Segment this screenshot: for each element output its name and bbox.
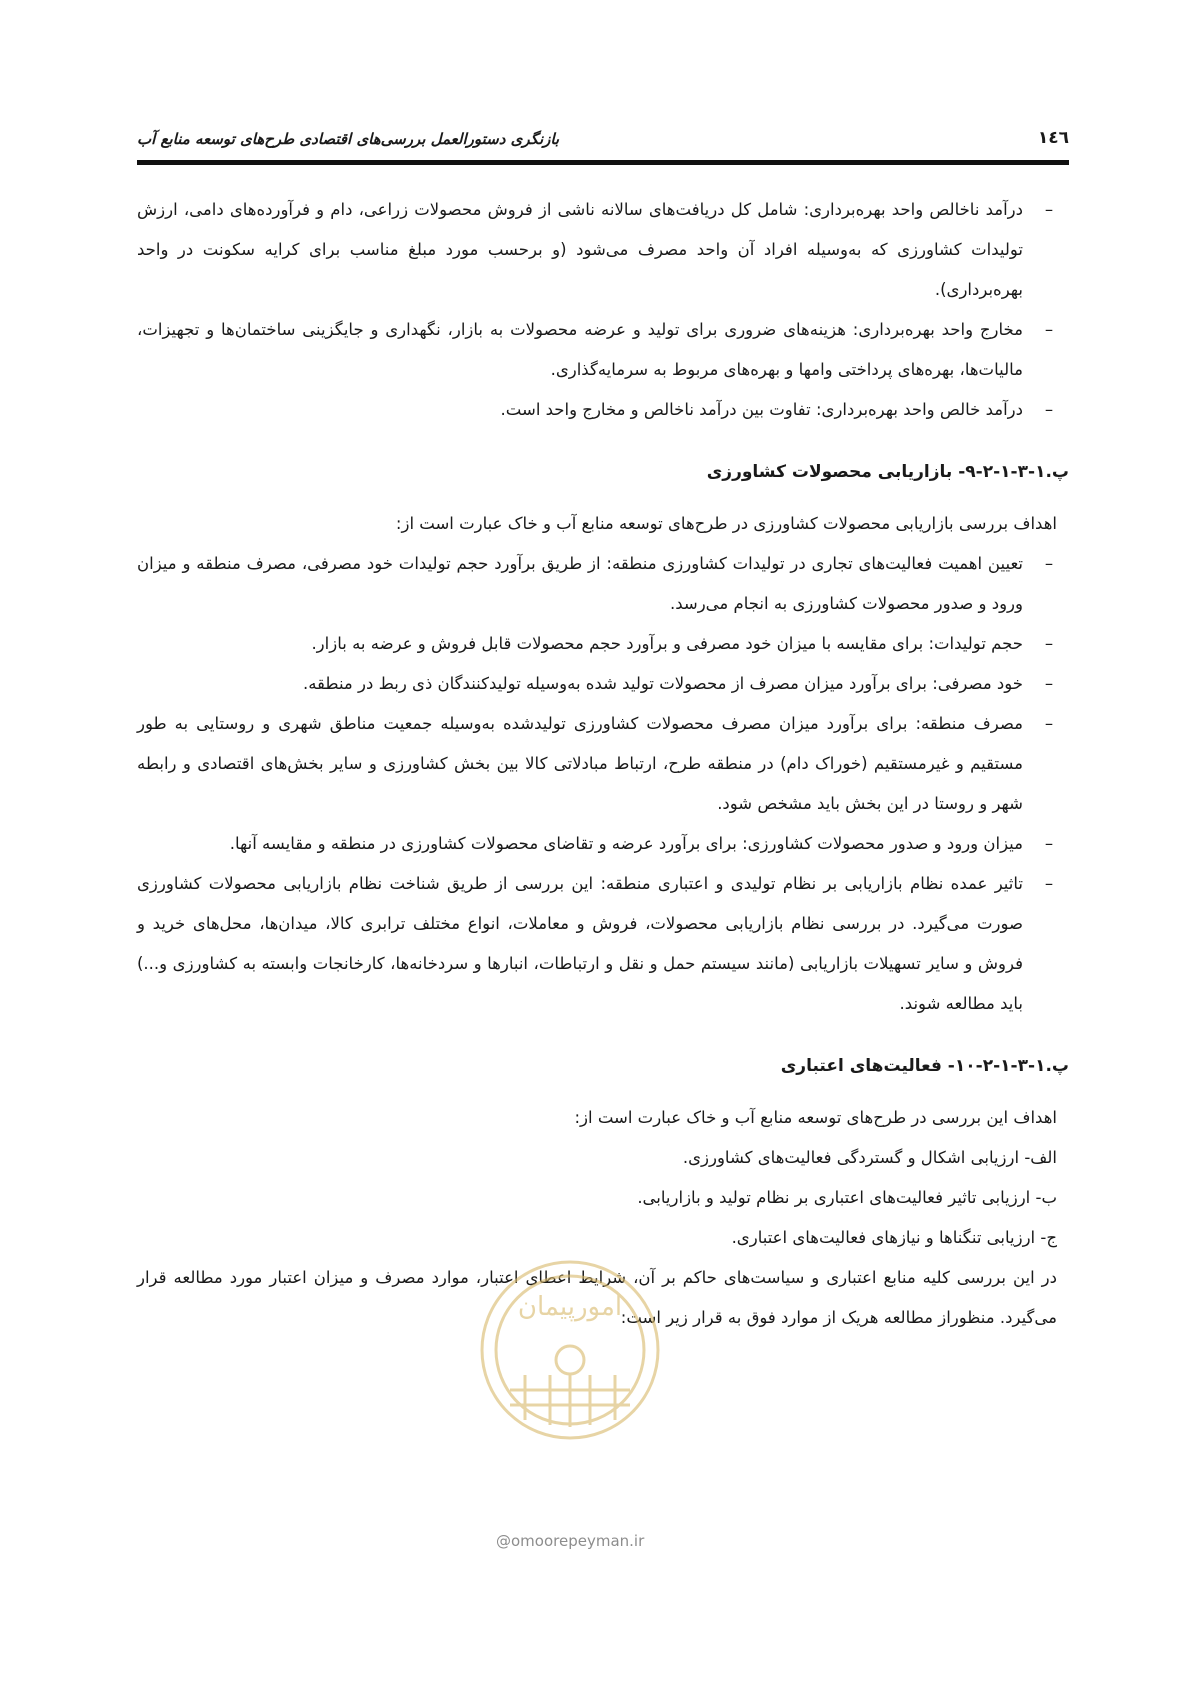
bullet-item: [137, 190, 1069, 310]
bullet-text: مصرف منطقه: برای برآورد میزان مصرف محصولات کشاورزی تولیدشده به‌وسیله جمعیت مناطق شهری و روستایی به طور مستقیم و غیرمستقیم (خوراک دام) در منطقه طرح، ارتباط مبادلاتی کالا بین بخش کشاورزی و سایر بخش‌های اقتصادی و رابطه شهر و روستا در این بخش باید مشخص شود.: [137, 714, 1023, 813]
header-rule: [137, 160, 1069, 165]
bullet-text: درآمد ناخالص واحد بهره‌برداری: شامل کل دریافت‌های سالانه ناشی از فروش محصولات زراعی، دام و فرآورده‌های دامی، ارزش تولیدات کشاورزی که به‌وسیله افراد آن واحد مصرف می‌شود (و برحسب مورد مبلغ مناسب برای کرایه سکونت در واحد بهره‌برداری).: [137, 200, 1023, 299]
item-marker: ب-: [1035, 1188, 1057, 1207]
bullet-item: [137, 544, 1069, 624]
lettered-item: [137, 1178, 1069, 1218]
page-number: ۱٤٦: [1037, 128, 1069, 148]
dash-marker: –: [1044, 714, 1054, 733]
bullet-text: تاثیر عمده نظام بازاریابی بر نظام تولیدی و اعتباری منطقه: این بررسی از طریق شناخت نظام بازاریابی محصولات کشاورزی صورت می‌گیرد. در بررسی نظام بازاریابی محصولات، فروش و معاملات، انواع مختلف ترابری کالا، میدان‌ها، محل‌های خرید و فروش و سایر تسهیلات بازاریابی (مانند سیستم حمل و نقل و ارتباطات، انبارها و سردخانه‌ها، کارخانجات وابسته به کشاورزی و...) باید مطالعه شوند.: [137, 874, 1023, 1013]
lettered-item: [137, 1138, 1069, 1178]
item-text: ارزیابی اشکال و گستردگی فعالیت‌های کشاورزی.: [682, 1148, 1020, 1167]
bullet-text: میزان ورود و صدور محصولات کشاورزی: برای برآورد عرضه و تقاضای محصولات کشاورزی در منطقه و مقایسه آنها.: [229, 834, 1023, 853]
running-title: بازنگری دستورالعمل بررسی‌های اقتصادی طرح‌های توسعه منابع آب: [137, 130, 560, 148]
dash-marker: –: [1044, 400, 1054, 419]
bullet-text: درآمد خالص واحد بهره‌برداری: تفاوت بین درآمد ناخالص و مخارج واحد است.: [500, 400, 1023, 419]
bullet-text: حجم تولیدات: برای مقایسه با میزان خود مصرفی و برآورد حجم محصولات قابل فروش و عرضه به بازار.: [311, 634, 1023, 653]
dash-marker: –: [1044, 200, 1054, 219]
bullet-item: [137, 390, 1069, 430]
watermark-logo-icon: [470, 1255, 670, 1445]
section-intro: اهداف این بررسی در طرح‌های توسعه منابع آب و خاک عبارت است از:: [574, 1108, 1057, 1127]
dash-marker: –: [1044, 874, 1054, 893]
watermark-url: @omoorepeyman.ir: [496, 1532, 645, 1550]
bullet-item: [137, 624, 1069, 664]
section-intro: اهداف بررسی بازاریابی محصولات کشاورزی در طرح‌های توسعه منابع آب و خاک عبارت است از:: [395, 514, 1057, 533]
item-text: ارزیابی تاثیر فعالیت‌های اعتباری بر نظام تولید و بازاریابی.: [637, 1188, 1031, 1207]
bullet-item: [137, 704, 1069, 824]
item-text: ارزیابی تنگناها و نیازهای فعالیت‌های اعتباری.: [731, 1228, 1036, 1247]
section-heading-marketing: پ.۱-۳-۱-۲-۹- بازاریابی محصولات کشاورزی: [706, 462, 1069, 482]
item-marker: ج-: [1040, 1228, 1057, 1247]
bullet-item: [137, 864, 1069, 1024]
body-content: [137, 190, 1069, 1338]
dash-marker: –: [1044, 554, 1054, 573]
bullet-text: تعیین اهمیت فعالیت‌های تجاری در تولیدات کشاورزی منطقه: از طریق برآورد حجم تولیدات خود مصرفی، مصرف منطقه و میزان ورود و صدور محصولات کشاورزی به انجام می‌رسد.: [137, 554, 1023, 613]
section-heading-credit: پ.۱-۳-۱-۲-۱۰- فعالیت‌های اعتباری: [780, 1056, 1069, 1076]
page-header: [137, 128, 1069, 150]
dash-marker: –: [1044, 834, 1054, 853]
bullet-item: [137, 310, 1069, 390]
lettered-item: [137, 1218, 1069, 1258]
bullet-text: خود مصرفی: برای برآورد میزان مصرف از محصولات تولید شده به‌وسیله تولیدکنندگان ذی ربط در منطقه.: [302, 674, 1023, 693]
dash-marker: –: [1044, 634, 1054, 653]
dash-marker: –: [1044, 320, 1054, 339]
bullet-item: [137, 664, 1069, 704]
bullet-item: [137, 824, 1069, 864]
bullet-text: مخارج واحد بهره‌برداری: هزینه‌های ضروری برای تولید و عرضه محصولات به بازار، نگهداری و جایگزینی ساختمان‌ها و تجهیزات، مالیات‌ها، بهره‌های پرداختی وامها و بهره‌های مربوط به سرمایه‌گذاری.: [137, 320, 1023, 379]
watermark-logo-text: امورپیمان: [517, 1292, 623, 1322]
dash-marker: –: [1044, 674, 1054, 693]
item-marker: الف-: [1024, 1148, 1057, 1167]
closing-paragraph: در این بررسی کلیه منابع اعتباری و سیاست‌های حاکم بر آن، شرایط اعطای اعتبار، موارد مصرف و میزان اعتبار مورد مطالعه قرار می‌گیرد. منظوراز مطالعه هریک از موارد فوق به قرار زیر است:: [137, 1268, 1057, 1327]
